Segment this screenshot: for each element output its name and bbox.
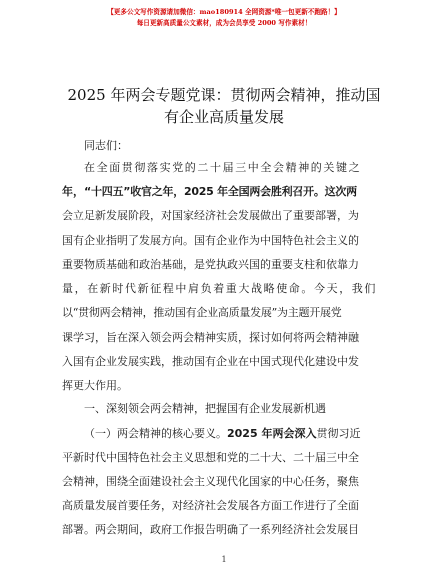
paragraph-1-line-7: 以“贯彻两会精神，推动国有企业高质量发展”为主题开展党 bbox=[62, 306, 342, 319]
paragraph-1-line-6: 量，在新时代新征程中肩负着重大战略使命。今天，我们 bbox=[62, 282, 377, 295]
document-title-line-1: 2025 年两会专题党课：贯彻两会精神，推动国 bbox=[67, 86, 381, 104]
paragraph-2-line-1 bbox=[84, 427, 360, 441]
document-title-line-2: 有企业高质量发展 bbox=[163, 108, 284, 126]
paragraph-1-line-5: 重要物质基础和政治基础，是党执政兴国的重要支柱和依靠力 bbox=[62, 258, 359, 271]
paragraph-1-line-3: 会立足新发展阶段，对国家经济社会发展做出了重要部署，为 bbox=[62, 209, 359, 222]
paragraph-1-line-1: 在全面贯彻落实党的二十届三中全会精神的关键之 bbox=[84, 161, 362, 174]
salutation: 同志们： bbox=[84, 139, 128, 152]
paragraph-2-subheading: （一）两会精神的核心要义。 bbox=[84, 427, 227, 440]
paragraph-2-line-4: 高质量发展首要任务，对经济社会发展各方面工作进行了全面 bbox=[62, 499, 359, 512]
paragraph-1-line-9: 入国有企业发展实践，推动国有企业在中国式现代化建设中发 bbox=[62, 355, 359, 368]
promo-banner-line-1: 【更多公文写作资源请加微信：mao180914 全网资源*唯一包更新不跑路！】 bbox=[107, 8, 341, 16]
paragraph-2-line-1-bold: 2025 年两会深入 bbox=[227, 427, 317, 440]
paragraph-1-line-4: 国有企业指明了发展方向。国有企业作为中国特色社会主义的 bbox=[62, 234, 359, 247]
paragraph-1-line-2-b: “十四五”收官之年，2025 年全国两会胜利召开。这次两 bbox=[84, 185, 357, 198]
paragraph-2-line-5: 部署。两会期间，政府工作报告明确了一系列经济社会发展目 bbox=[62, 523, 359, 536]
paragraph-1-line-2 bbox=[62, 185, 357, 199]
section-1-heading: 一、深刻领会两会精神，把握国有企业发展新机遇 bbox=[84, 402, 326, 415]
page-number: 1 bbox=[221, 555, 227, 564]
paragraph-2-line-1-rest: 贯彻习近 bbox=[316, 427, 361, 440]
paragraph-1-line-10: 挥更大作用。 bbox=[62, 379, 128, 392]
paragraph-1-line-8: 课学习，旨在深入领会两会精神实质，探讨如何将两会精神融 bbox=[62, 331, 359, 344]
promo-banner-line-2: 每日更新高质量公文素材，成为会员享受 2000 写作素材！ bbox=[136, 19, 312, 27]
paragraph-2-line-3: 会精神，围绕全面建设社会主义现代化国家的中心任务，聚焦 bbox=[62, 475, 359, 488]
paragraph-2-line-2: 平新时代中国特色社会主义思想和党的二十大、二十届三中全 bbox=[62, 451, 359, 464]
paragraph-1-line-2-a: 年， bbox=[62, 185, 84, 198]
